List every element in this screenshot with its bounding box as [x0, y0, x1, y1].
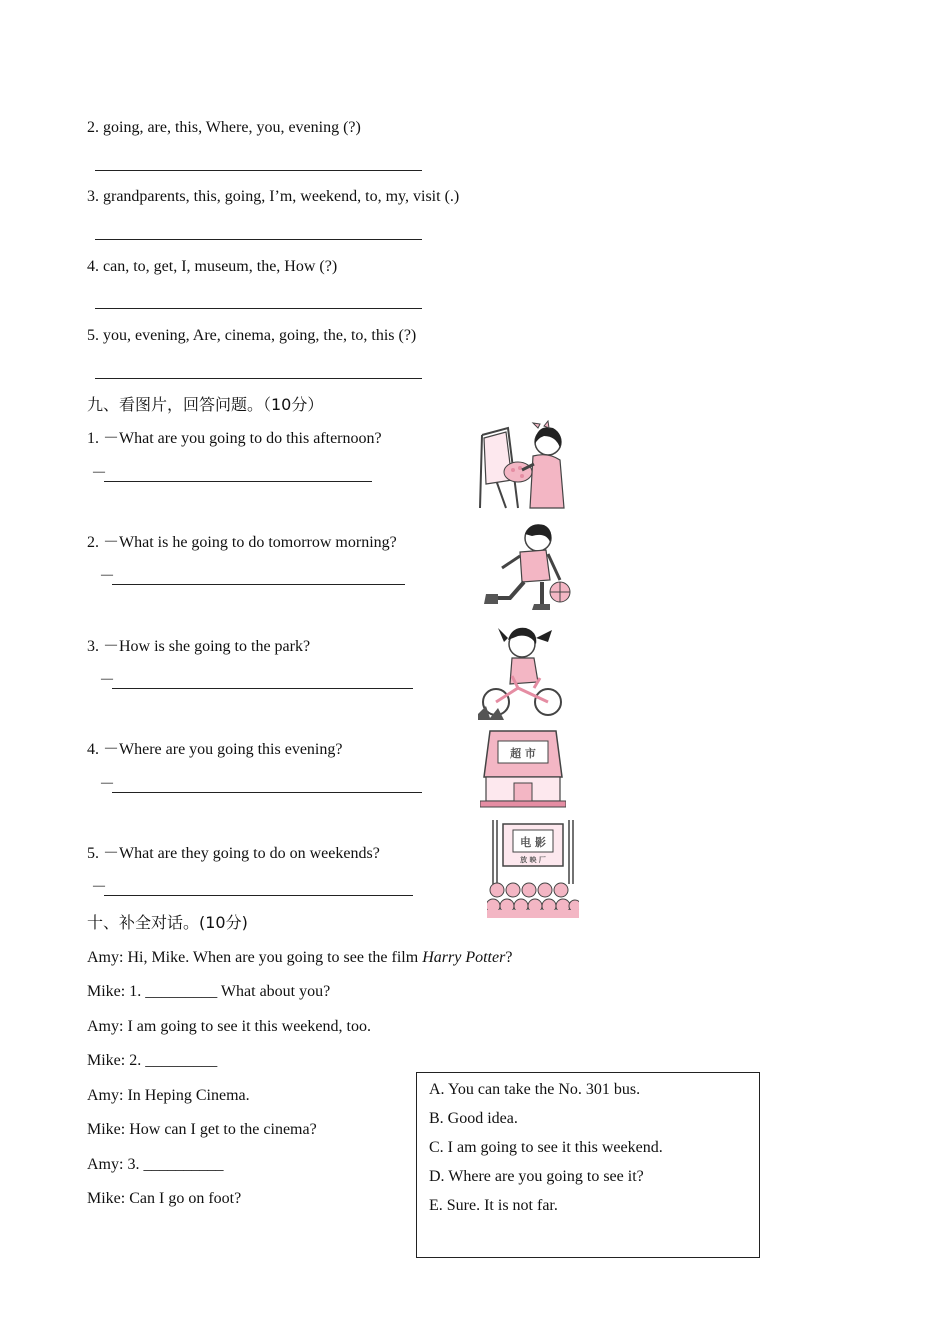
reorder-item-3: 3. grandparents, this, going, I’m, weekend, to, my, visit (.) [87, 188, 460, 205]
supermarket-image [480, 725, 566, 809]
dialogue-line-7: Amy: 3. __________ [87, 1156, 224, 1173]
answer-dash: － [91, 465, 108, 482]
supermarket-sign-text: 超 市 [510, 747, 536, 760]
dialogue-line-3: Amy: I am going to see it this weekend, too. [87, 1018, 371, 1035]
answer-dash: － [99, 776, 116, 793]
option-d: D. Where are you going to see it? [429, 1168, 644, 1185]
girl-painting-image [478, 420, 568, 510]
cinema-image [487, 818, 579, 918]
section-10-heading: 十、补全对话。(10分) [87, 913, 248, 932]
girl-bike-image [478, 622, 568, 722]
reorder-item-2: 2. going, are, this, Where, you, evening (?) [87, 119, 361, 136]
answer-dash: － [91, 879, 108, 896]
answer-dash: － [99, 568, 116, 585]
dialogue-line-5: Amy: In Heping Cinema. [87, 1087, 250, 1104]
answer-blank[interactable] [112, 792, 422, 793]
answer-blank[interactable] [95, 378, 422, 379]
dialogue-line-1 [87, 948, 512, 968]
answer-blank[interactable] [104, 481, 372, 482]
dialogue-line-8: Mike: Can I go on foot? [87, 1190, 242, 1207]
question-3: 3. －How is she going to the park? [87, 638, 311, 655]
option-b: B. Good idea. [429, 1110, 518, 1127]
question-5: 5. －What are they going to do on weekends? [87, 845, 380, 862]
option-e: E. Sure. It is not far. [429, 1197, 558, 1214]
dialogue-punct: ? [505, 949, 513, 966]
dialogue-line-6: Mike: How can I get to the cinema? [87, 1121, 317, 1138]
answer-blank[interactable] [112, 584, 405, 585]
film-title: Harry Potter [422, 949, 506, 966]
answer-blank[interactable] [104, 895, 413, 896]
answer-blank[interactable] [95, 239, 422, 240]
dialogue-line-4: Mike: 2. _________ [87, 1052, 218, 1069]
reorder-item-4: 4. can, to, get, I, museum, the, How (?) [87, 258, 338, 275]
answer-dash: － [99, 672, 116, 689]
question-4: 4. －Where are you going this evening? [87, 741, 343, 758]
option-c: C. I am going to see it this weekend. [429, 1139, 663, 1156]
option-a: A. You can take the No. 301 bus. [429, 1081, 641, 1098]
boy-basketball-image [480, 520, 577, 613]
answer-blank[interactable] [95, 170, 422, 171]
question-2: 2. －What is he going to do tomorrow morning? [87, 534, 397, 551]
dialogue-line-2: Mike: 1. _________ What about you? [87, 983, 331, 1000]
question-1: 1. －What are you going to do this afternoon? [87, 430, 382, 447]
cinema-subsign-text: 放 映 厂 [520, 856, 546, 864]
answer-blank[interactable] [95, 308, 422, 309]
reorder-item-5: 5. you, evening, Are, cinema, going, the, to, this (?) [87, 327, 417, 344]
cinema-sign-text: 电 影 [520, 836, 546, 849]
dialogue-text: Amy: Hi, Mike. When are you going to see the film [87, 949, 423, 966]
answer-blank[interactable] [112, 688, 413, 689]
section-9-heading: 九、看图片，回答问题。（10分） [87, 395, 324, 414]
